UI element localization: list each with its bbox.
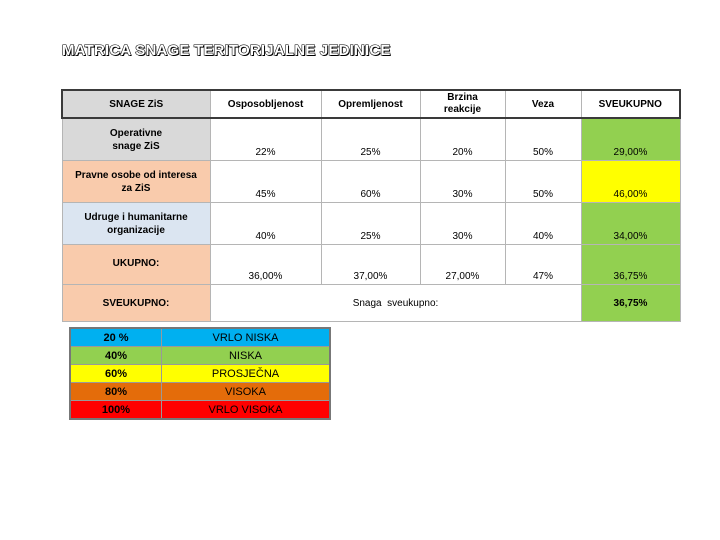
cell-osposobljenost: 22% <box>210 118 321 161</box>
legend-row <box>70 401 330 420</box>
cell-brzina-reakcije: 30% <box>420 203 505 245</box>
row-label-operativne-snage <box>62 118 210 161</box>
legend-label: VISOKA <box>162 383 331 401</box>
legend-table <box>69 327 331 420</box>
cell-osposobljenost: 45% <box>210 161 321 203</box>
cell-sveukupno: 29,00% <box>581 118 680 161</box>
header-snage-zis: SNAGE ZiS <box>62 90 210 118</box>
sveukupno-row <box>62 285 680 322</box>
row-label-text: Udruge i humanitarne organizacije <box>84 211 188 236</box>
cell-veza: 40% <box>505 203 581 245</box>
cell-veza: 50% <box>505 161 581 203</box>
table-row <box>62 118 680 161</box>
header-veza: Veza <box>505 90 581 118</box>
cell-ukupno-brzina-reakcije: 27,00% <box>420 245 505 285</box>
ukupno-row <box>62 245 680 285</box>
row-label-text: Operativne snage ZiS <box>109 127 163 152</box>
cell-opremljenost: 25% <box>321 118 420 161</box>
header-sveukupno: SVEUKUPNO <box>581 90 680 118</box>
cell-sveukupno: 46,00% <box>581 161 680 203</box>
legend-level: 60% <box>70 365 162 383</box>
table-row <box>62 203 680 245</box>
matrix-header-row <box>62 90 680 118</box>
snaga-sveukupno-text: Snaga sveukupno: <box>210 285 581 322</box>
legend-level: 100% <box>70 401 162 420</box>
legend-row <box>70 365 330 383</box>
cell-brzina-reakcije: 20% <box>420 118 505 161</box>
row-label-pravne-osobe <box>62 161 210 203</box>
row-label-text: Pravne osobe od interesa za ZiS <box>75 169 197 194</box>
legend-row <box>70 328 330 347</box>
cell-brzina-reakcije: 30% <box>420 161 505 203</box>
cell-ukupno-opremljenost: 37,00% <box>321 245 420 285</box>
row-label-sveukupno: SVEUKUPNO: <box>62 285 210 322</box>
legend-level: 20 % <box>70 328 162 347</box>
legend-level: 80% <box>70 383 162 401</box>
legend-label: NISKA <box>162 347 331 365</box>
cell-opremljenost: 60% <box>321 161 420 203</box>
legend-row <box>70 347 330 365</box>
cell-osposobljenost: 40% <box>210 203 321 245</box>
header-brzina-reakcije-label: Brzina reakcije <box>443 92 482 115</box>
strength-matrix-table <box>61 89 681 322</box>
cell-veza: 50% <box>505 118 581 161</box>
legend-row <box>70 383 330 401</box>
header-brzina-reakcije <box>420 90 505 118</box>
legend-label: PROSJEČNA <box>162 365 331 383</box>
row-label-udruge <box>62 203 210 245</box>
cell-sveukupno: 34,00% <box>581 203 680 245</box>
legend-label: VRLO NISKA <box>162 328 331 347</box>
page-title: MATRICA SNAGE TERITORIJALNE JEDINICE <box>62 42 391 59</box>
header-osposobljenost: Osposobljenost <box>210 90 321 118</box>
cell-ukupno-sveukupno: 36,75% <box>581 245 680 285</box>
header-opremljenost: Opremljenost <box>321 90 420 118</box>
cell-ukupno-osposobljenost: 36,00% <box>210 245 321 285</box>
row-label-ukupno: UKUPNO: <box>62 245 210 285</box>
cell-opremljenost: 25% <box>321 203 420 245</box>
legend-label: VRLO VISOKA <box>162 401 331 420</box>
table-row <box>62 161 680 203</box>
cell-ukupno-veza: 47% <box>505 245 581 285</box>
legend-level: 40% <box>70 347 162 365</box>
snaga-sveukupno-value: 36,75% <box>581 285 680 322</box>
